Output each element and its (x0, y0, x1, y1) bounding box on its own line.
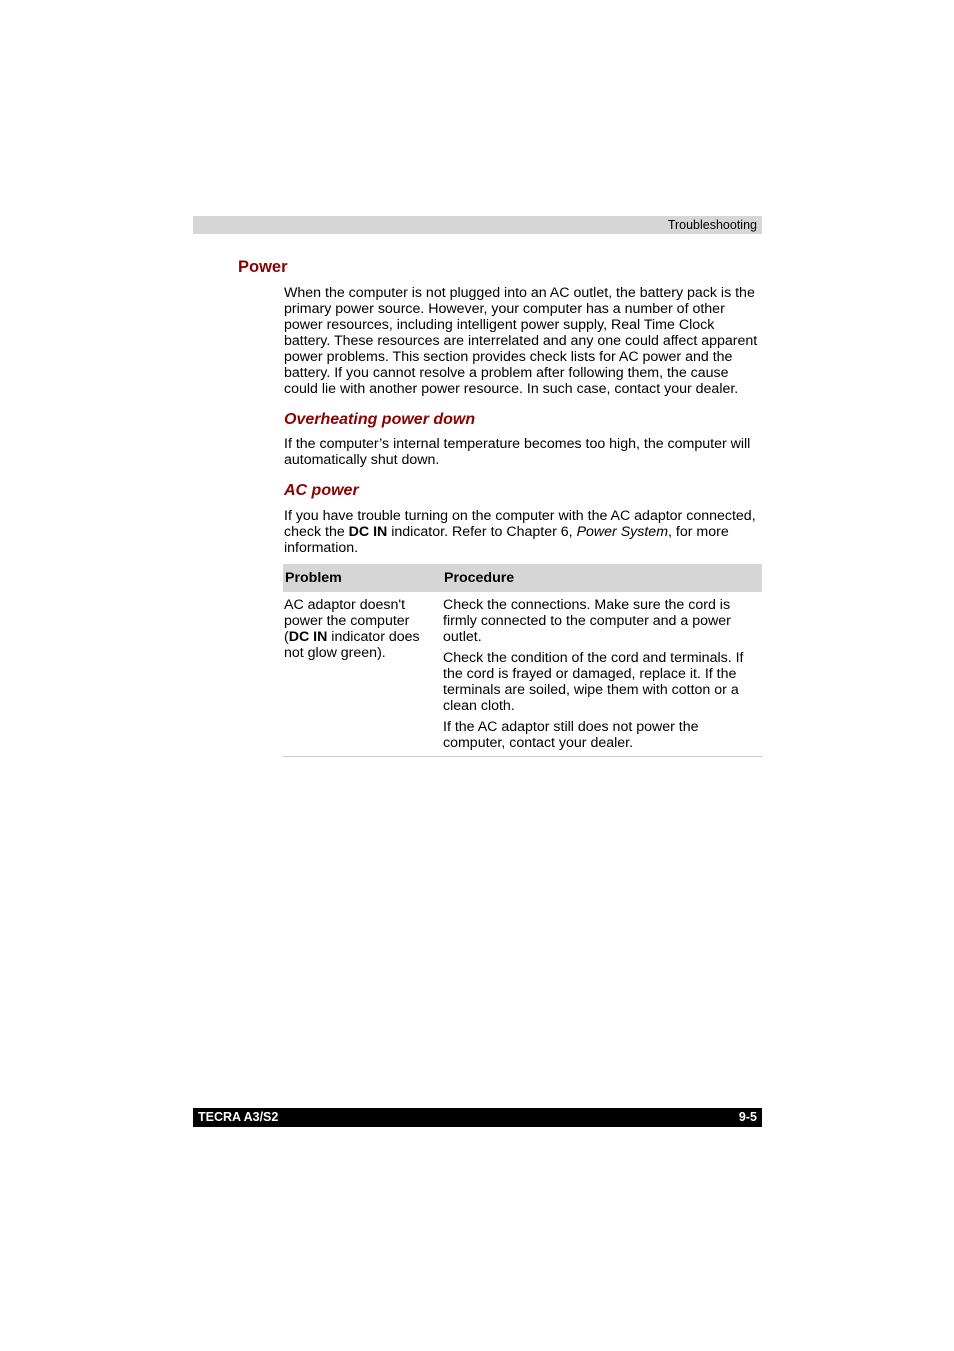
procedure-step: Check the connections. Make sure the cord is firmly connected to the computer and a power outlet. (443, 597, 731, 645)
footer-page-number: 9-5 (738, 1110, 757, 1124)
problem-text-part: indicator does not glow green). (284, 629, 420, 661)
table-bottom-rule (283, 756, 762, 757)
ac-power-text-part: If you have trouble turning on the computer with the AC adaptor connected, check the (284, 508, 756, 540)
ac-power-text (284, 508, 762, 556)
ac-power-text-part: , for more information. (284, 524, 729, 556)
procedure-step: Check the condition of the cord and terminals. If the cord is frayed or damaged, replace it. If the terminals are soiled, wipe them with cotton or a clean cloth. (443, 650, 744, 714)
chapter-reference: Power System (576, 524, 669, 540)
header-chapter-title: Troubleshooting (667, 218, 757, 232)
running-header (193, 216, 762, 234)
problem-cell (284, 597, 434, 661)
section-title: Power (238, 258, 288, 276)
section-intro: When the computer is not plugged into an AC outlet, the battery pack is the primary power source. However, your computer has a number of other power resources, including intelligent power supply, Real Time Clock battery. These resources are interrelated and any one could affect apparent power problems. This section provides check lists for AC power and the battery. If you cannot resolve a problem after following them, the cause could lie with another power resource. In such case, contact your dealer. (284, 285, 758, 397)
column-header-problem: Problem (285, 570, 342, 586)
running-footer (193, 1108, 762, 1127)
table-header-row (283, 564, 762, 592)
procedure-step: If the AC adaptor still does not power the computer, contact your dealer. (443, 719, 699, 751)
column-header-procedure: Procedure (444, 570, 515, 586)
footer-model: TECRA A3/S2 (198, 1110, 279, 1124)
ac-power-title: AC power (284, 482, 359, 499)
overheating-title: Overheating power down (284, 411, 476, 428)
dc-in-label: DC IN (288, 629, 328, 645)
overheating-text: If the computer’s internal temperature becomes too high, the computer will automatically shut down. (284, 436, 751, 468)
ac-power-text-part: indicator. Refer to Chapter 6, (387, 524, 577, 540)
dc-in-label: DC IN (348, 524, 388, 540)
problem-text-part: AC adaptor doesn't power the computer ( (284, 597, 410, 645)
